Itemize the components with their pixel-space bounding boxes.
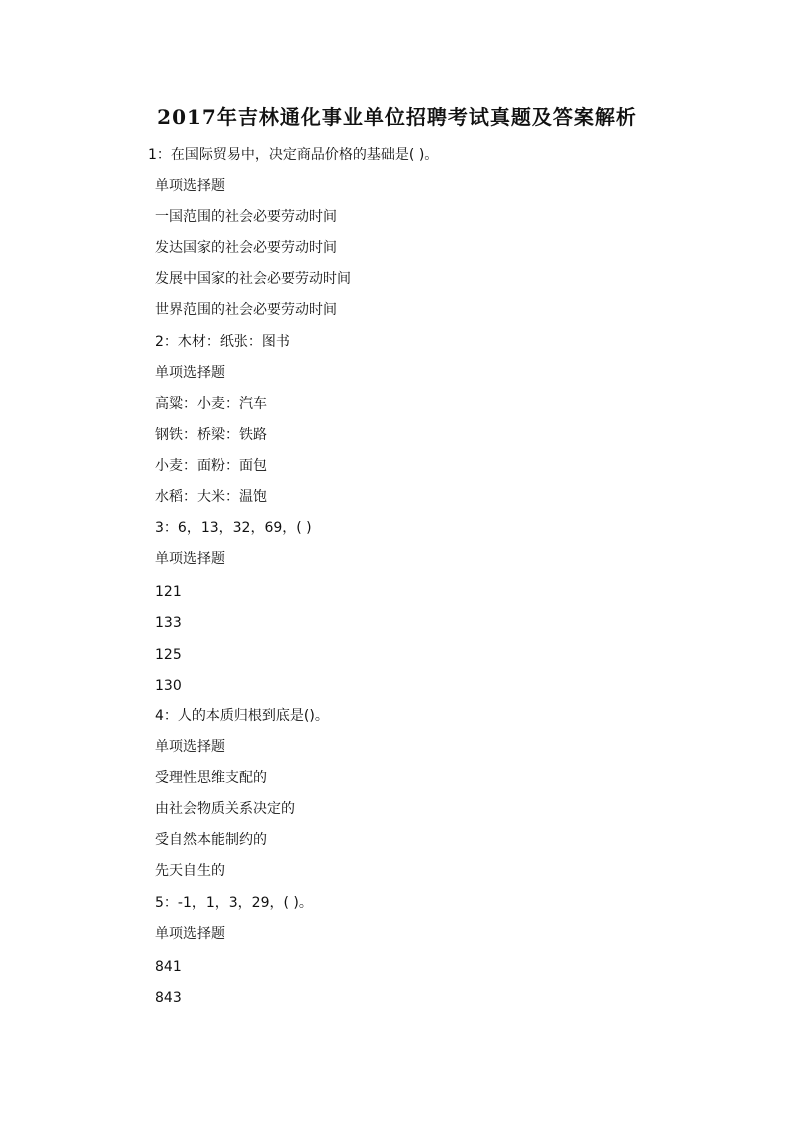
question-1-option-a: 一国范围的社会必要劳动时间 [155, 209, 337, 225]
question-4-stem: 4：人的本质归根到底是()。 [155, 708, 329, 724]
question-1-type: 单项选择题 [155, 178, 225, 194]
question-1-option-b: 发达国家的社会必要劳动时间 [155, 240, 337, 256]
question-5-option-b: 843 [155, 990, 182, 1006]
question-4-option-b: 由社会物质关系决定的 [155, 801, 295, 817]
question-4-option-c: 受自然本能制约的 [155, 832, 267, 848]
question-1-option-c: 发展中国家的社会必要劳动时间 [155, 271, 351, 287]
question-2-option-c: 小麦：面粉：面包 [155, 458, 267, 474]
question-5-option-a: 841 [155, 959, 182, 975]
question-3-stem: 3：6，13，32，69，( ) [155, 520, 312, 536]
question-2-type: 单项选择题 [155, 365, 225, 381]
document-title: 2017年吉林通化事业单位招聘考试真题及答案解析 [157, 105, 637, 129]
question-4-type: 单项选择题 [155, 739, 225, 755]
question-3-option-d: 130 [155, 678, 182, 694]
question-3-option-c: 125 [155, 647, 182, 663]
question-3-type: 单项选择题 [155, 551, 225, 567]
question-2-option-b: 钢铁：桥梁：铁路 [155, 427, 267, 443]
question-1-stem: 1：在国际贸易中，决定商品价格的基础是( )。 [148, 147, 439, 163]
question-4-option-a: 受理性思维支配的 [155, 770, 267, 786]
question-1-option-d: 世界范围的社会必要劳动时间 [155, 302, 337, 318]
question-5-stem: 5：-1，1，3，29，( )。 [155, 895, 313, 911]
question-3-option-a: 121 [155, 584, 182, 600]
question-2-option-a: 高粱：小麦：汽车 [155, 396, 267, 412]
question-3-option-b: 133 [155, 615, 182, 631]
question-2-option-d: 水稻：大米：温饱 [155, 489, 267, 505]
question-5-type: 单项选择题 [155, 926, 225, 942]
question-4-option-d: 先天自生的 [155, 863, 225, 879]
question-2-stem: 2：木材：纸张：图书 [155, 334, 290, 350]
